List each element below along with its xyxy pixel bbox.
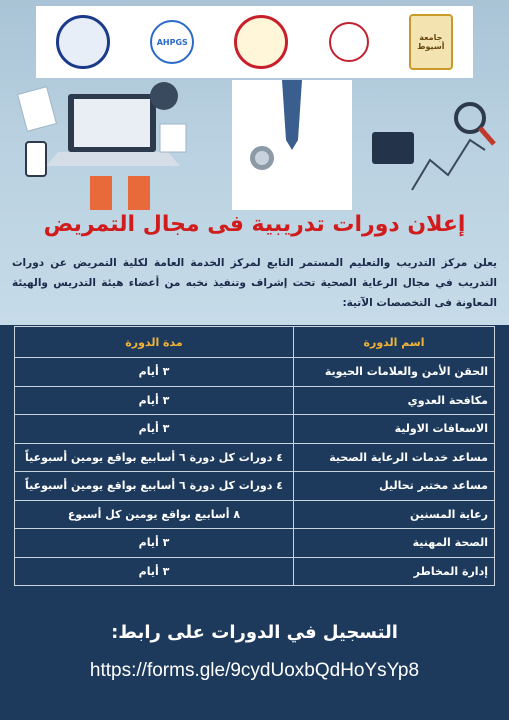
course-name: الاسعافات الاولية: [294, 415, 495, 444]
course-duration: ٣ أيام: [15, 386, 294, 415]
course-name-header: اسم الدورة: [294, 327, 495, 358]
courses-table: [14, 326, 495, 586]
quality-unit-logo: [234, 15, 288, 69]
course-duration: ٣ أيام: [15, 529, 294, 558]
course-duration: ٣ أيام: [15, 415, 294, 444]
table-row: [15, 500, 495, 529]
briefcase-icon: [372, 132, 414, 164]
table-row: [15, 386, 495, 415]
course-duration: ٣ أيام: [15, 358, 294, 387]
phone-icon: [26, 142, 46, 176]
header-illustration: [0, 80, 509, 210]
course-name: رعاية المسنين: [294, 500, 495, 529]
table-header-row: [15, 327, 495, 358]
magnifier-icon: [456, 104, 484, 132]
table-row: [15, 529, 495, 558]
table-row: [15, 443, 495, 472]
document-icon: [18, 87, 57, 131]
university-logo: [56, 15, 110, 69]
registration-link[interactable]: https://forms.gle/9cydUoxbQdHoYsYp8: [89, 660, 420, 681]
course-duration: ٤ دورات كل دورة ٦ أسابيع بواقع يومين أسبوعياً: [15, 472, 294, 501]
course-duration: ٨ أسابيع بواقع يومين كل أسبوع: [15, 500, 294, 529]
table-row: [15, 557, 495, 586]
table-row: [15, 415, 495, 444]
arm-icon: [90, 176, 112, 210]
ahpgs-logo: AHPGS: [150, 20, 194, 64]
table-row: [15, 358, 495, 387]
course-name: الصحة المهنية: [294, 529, 495, 558]
course-name: إدارة المخاطر: [294, 557, 495, 586]
assiut-university-logo: جامعة أسيوط: [409, 14, 453, 70]
chart-sheet-icon: [160, 124, 186, 152]
course-name: مساعد خدمات الرعاية الصحية: [294, 443, 495, 472]
disc-icon: [150, 82, 178, 110]
line-chart-icon: [412, 140, 485, 190]
course-name: مساعد مختبر تحاليل: [294, 472, 495, 501]
intro-paragraph: يعلن مركز التدريب والتعليم المستمر التابع لمركز الخدمة العامة لكلية التمريض عن دورات التدريب في مجال الرعاية الصحية تحت إشراف وتنفيذ نخبه من أعضاء هيئة التدريس والهيئة المعاونة فى التخصصات الآتية:: [12, 257, 497, 309]
course-name: مكافحة العدوي: [294, 386, 495, 415]
training-center-logo: [329, 22, 369, 62]
course-duration: ٣ أيام: [15, 557, 294, 586]
course-duration-header: مدة الدورة: [15, 327, 294, 358]
table-row: [15, 472, 495, 501]
announcement-title: إعلان دورات تدريبية فى مجال التمريض: [43, 212, 466, 237]
course-duration: ٤ دورات كل دورة ٦ أسابيع بواقع يومين أسبوعياً: [15, 443, 294, 472]
registration-title: التسجيل في الدورات على رابط:: [111, 622, 398, 643]
course-name: الحقن الأمن والعلامات الحيوية: [294, 358, 495, 387]
logo-bar: [36, 6, 473, 78]
